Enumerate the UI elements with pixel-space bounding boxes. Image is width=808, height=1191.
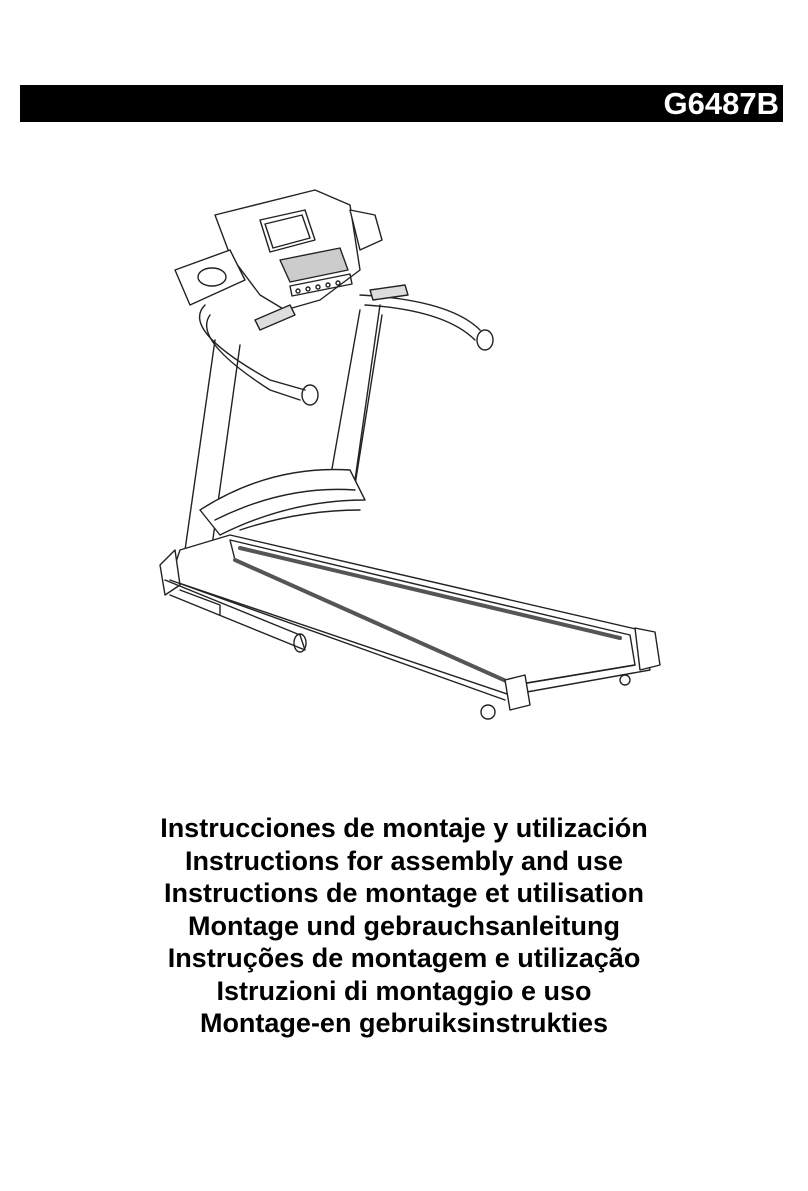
title-dutch: Montage-en gebruiksinstrukties xyxy=(199,1008,609,1038)
model-code: G6487B xyxy=(663,86,779,121)
treadmill-illustration-icon xyxy=(120,180,680,740)
title-english: Instructions for assembly and use xyxy=(184,845,624,876)
title-german: Montage und gebrauchsanleitung xyxy=(187,910,620,941)
manual-titles xyxy=(0,812,808,1040)
title-spanish: Instrucciones de montaje y utilización xyxy=(160,813,648,843)
model-header-bar xyxy=(20,85,783,122)
title-italian: Istruzioni di montaggio e uso xyxy=(216,975,592,1006)
title-french: Instructions de montage et utilisation xyxy=(163,878,645,908)
title-portuguese: Instruções de montagem e utilização xyxy=(167,943,641,973)
